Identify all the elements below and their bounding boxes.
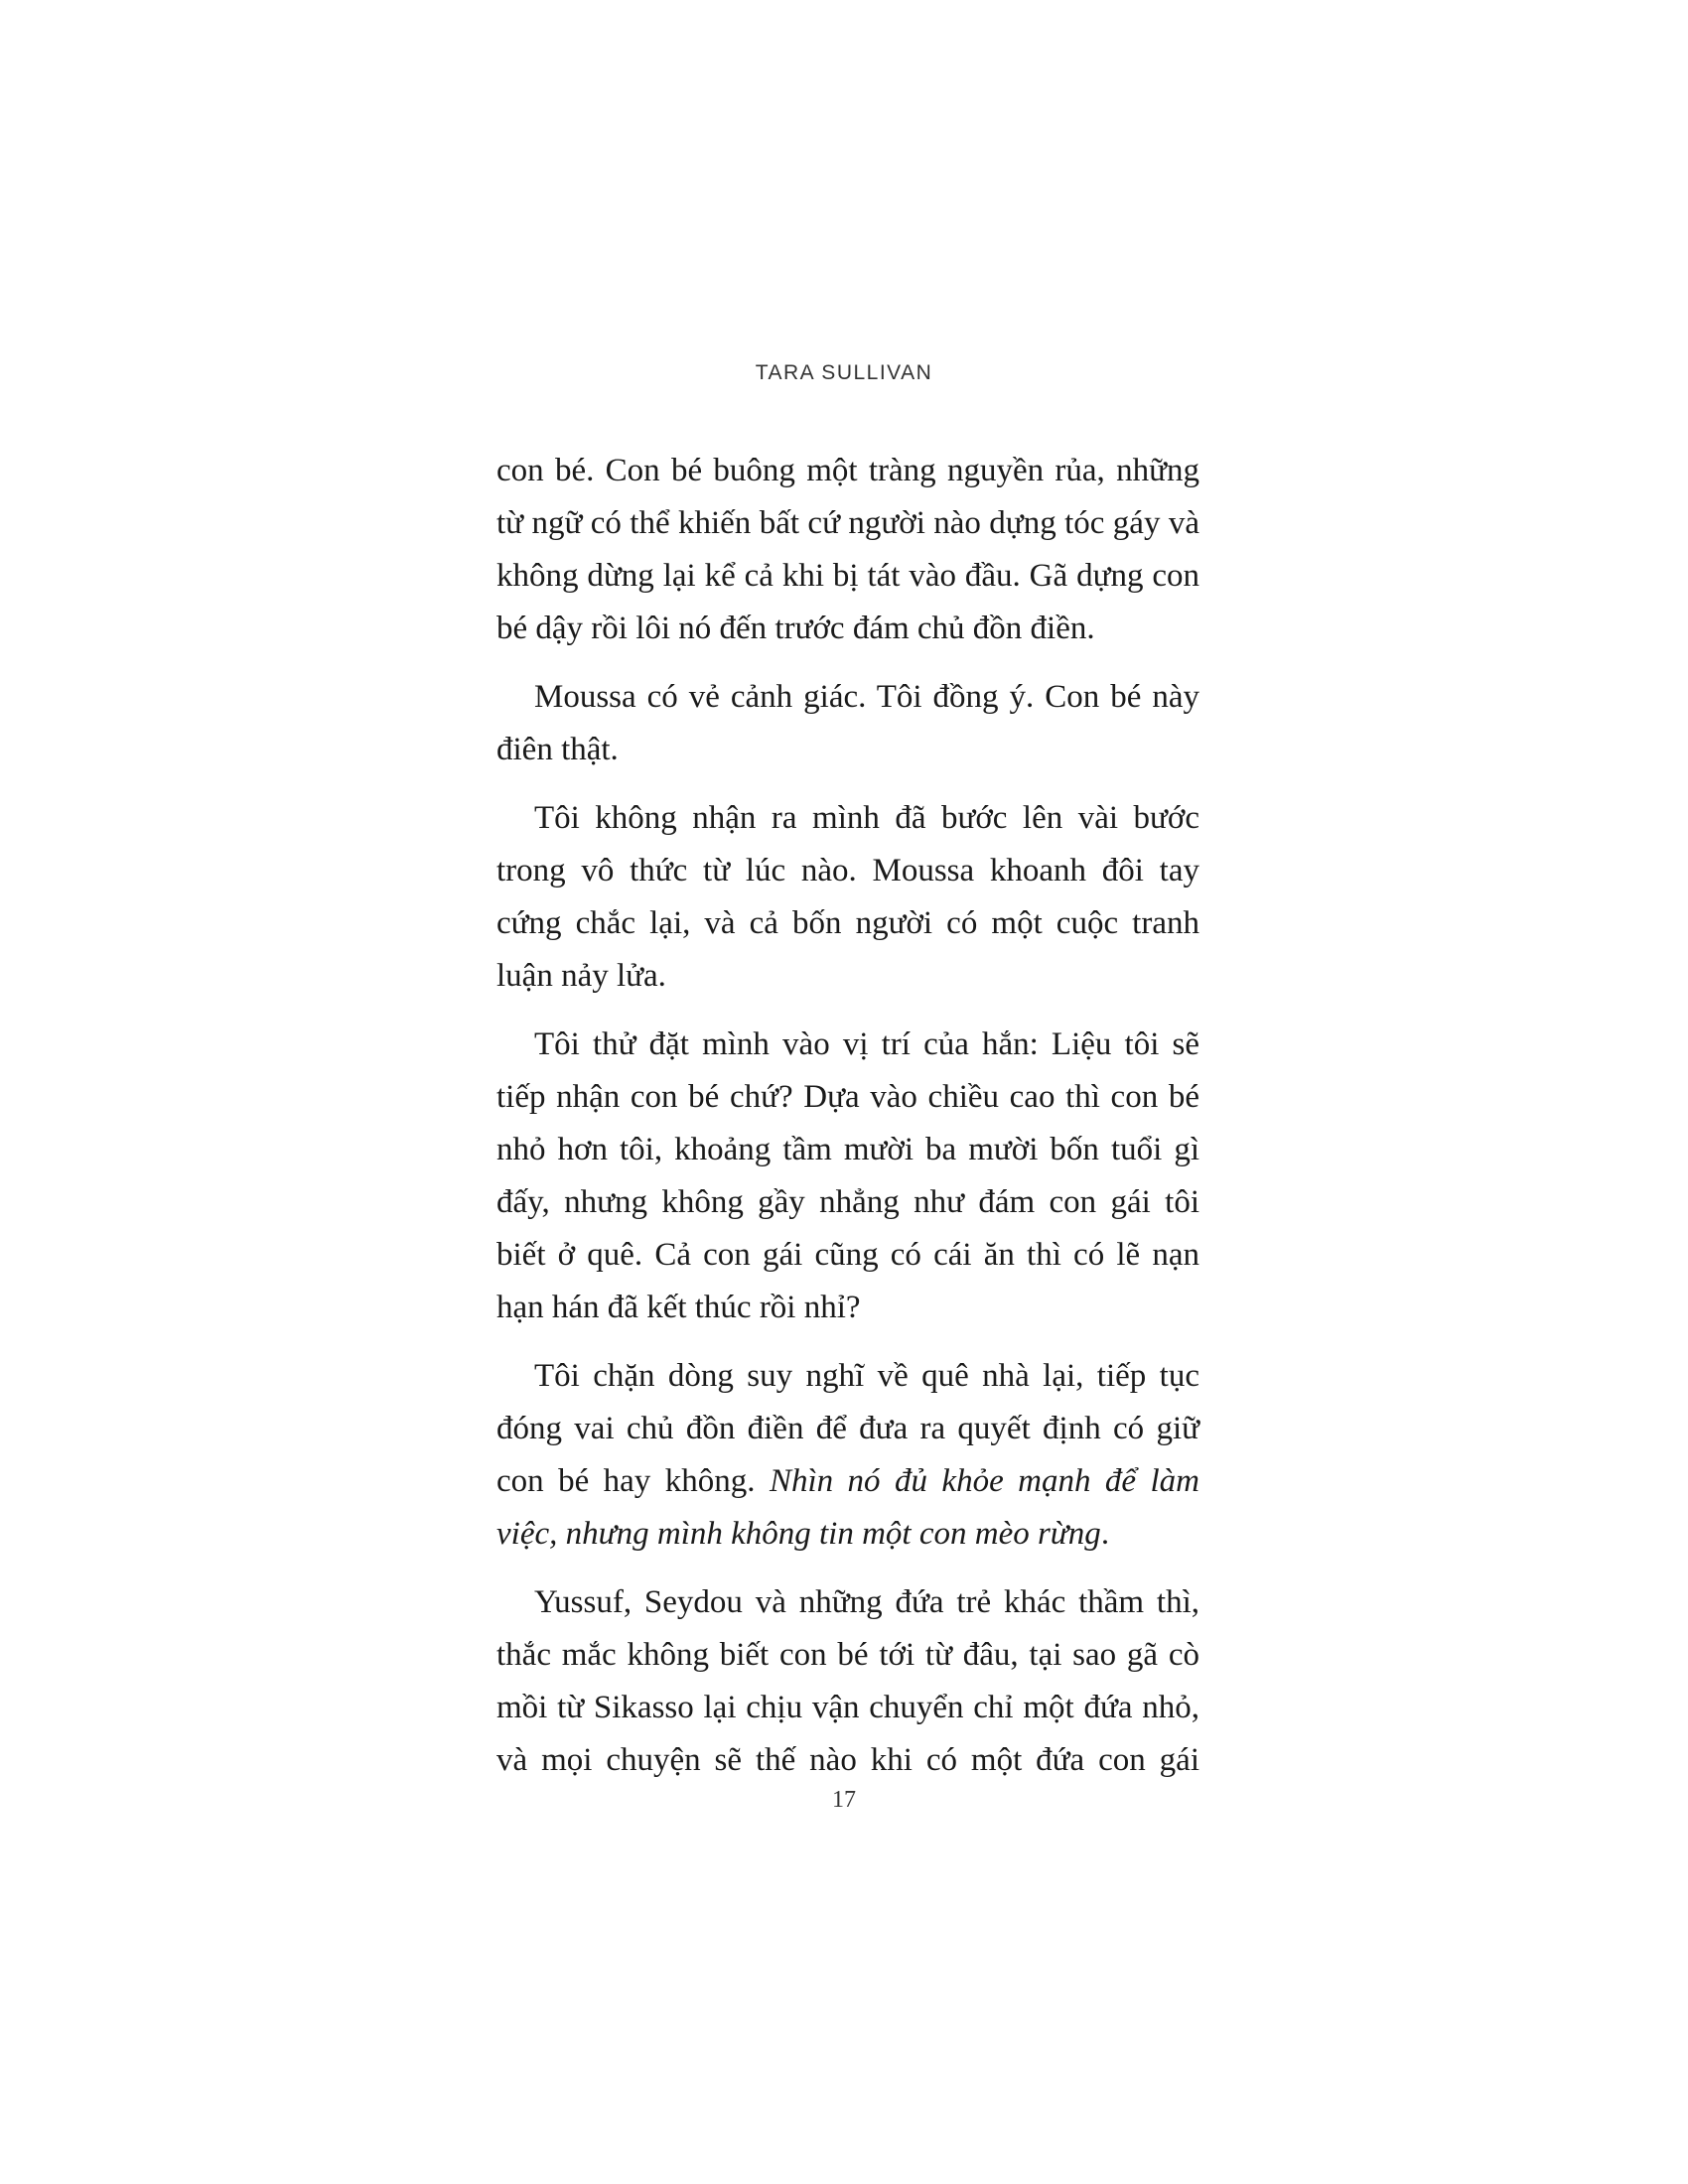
paragraph: Tôi không nhận ra mình đã bước lên vài bước trong vô thức từ lúc nào. Moussa khoanh đôi tay cứng chắc lại, và cả bốn người có một cuộc tranh luận nảy lửa. xyxy=(496,800,1199,994)
paragraph-text: Tôi chặn dòng suy nghĩ về quê nhà lại, tiếp tục đóng vai chủ đồn điền để đưa ra quyết định có giữ con bé hay không. xyxy=(496,1358,1199,1499)
paragraph: Moussa có vẻ cảnh giác. Tôi đồng ý. Con bé này điên thật. xyxy=(496,679,1199,767)
paragraph-text: . xyxy=(1100,1516,1110,1552)
paragraph xyxy=(496,1350,1199,1561)
page-number: 17 xyxy=(832,1787,856,1813)
body-text xyxy=(496,445,1199,1787)
paragraph: Yussuf, Seydou và những đứa trẻ khác thầm thì, thắc mắc không biết con bé tới từ đâu, tại sao gã cò mồi từ Sikasso lại chịu vận chuyển chỉ một đứa nhỏ, và mọi chuyện sẽ thế nào khi có một đứa con gái xyxy=(496,1584,1199,1778)
italic-thought: Nhìn nó đủ khỏe mạnh để làm việc, nhưng mình không tin một con mèo rừng xyxy=(496,1463,1199,1552)
running-head: TARA SULLIVAN xyxy=(755,361,933,384)
paragraph: Tôi thử đặt mình vào vị trí của hắn: Liệu tôi sẽ tiếp nhận con bé chứ? Dựa vào chiều cao thì con bé nhỏ hơn tôi, khoảng tầm mười ba mười bốn tuổi gì đấy, nhưng không gầy nhẳng như đám con gái tôi biết ở quê. Cả con gái cũng có cái ăn thì có lẽ nạn hạn hán đã kết thúc rồi nhỉ? xyxy=(496,1026,1199,1325)
paragraph: con bé. Con bé buông một tràng nguyền rủa, những từ ngữ có thể khiến bất cứ người nào dựng tóc gáy và không dừng lại kể cả khi bị tát vào đầu. Gã dựng con bé dậy rồi lôi nó đến trước đám chủ đồn điền. xyxy=(496,453,1199,646)
